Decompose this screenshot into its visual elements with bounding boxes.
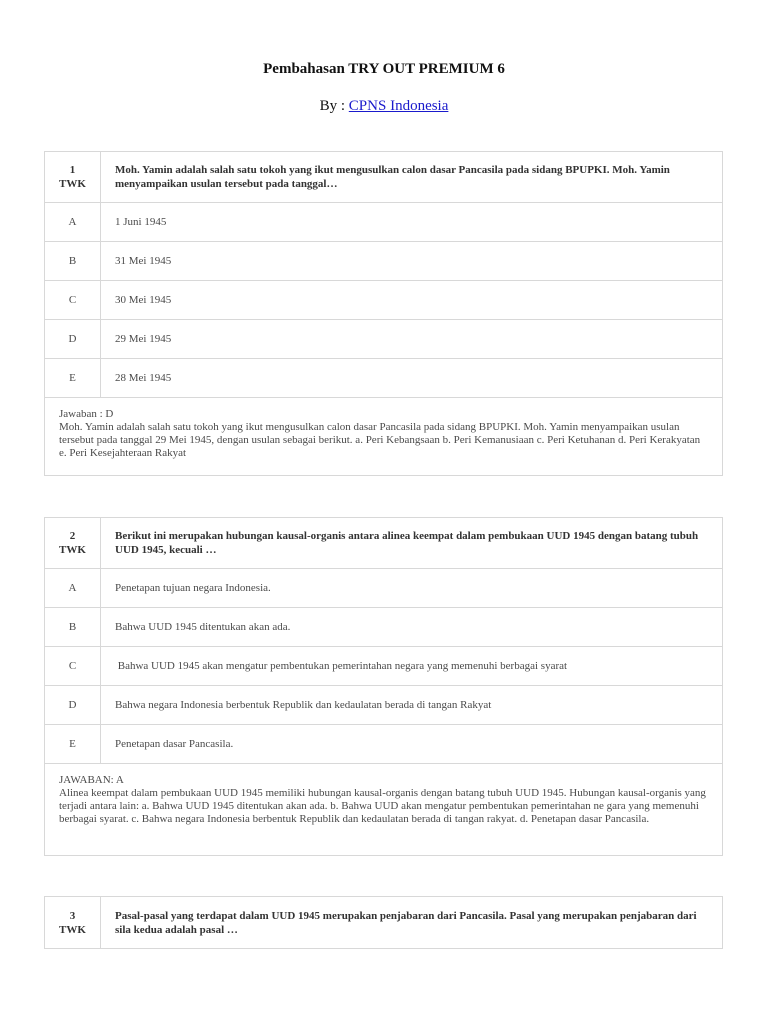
option-letter: E <box>45 725 101 763</box>
option-text: 28 Mei 1945 <box>115 372 172 384</box>
question-number: 3 <box>69 909 76 922</box>
question-card-2 <box>44 517 723 856</box>
option-row[interactable] <box>45 320 722 359</box>
option-letter: C <box>45 281 101 319</box>
option-row[interactable] <box>45 359 722 398</box>
question-text: Pasal-pasal yang terdapat dalam UUD 1945 merupakan penjabaran dari Pancasila. Pasal yang merupakan penjabaran dari sila kedua adalah pasal … <box>115 909 697 936</box>
option-text: Bahwa negara Indonesia berbentuk Republik dan kedaulatan berada di tangan Rakyat <box>115 699 492 711</box>
option-text: 30 Mei 1945 <box>115 294 172 306</box>
question-number-cell <box>45 897 101 948</box>
question-category: TWK <box>59 544 86 556</box>
option-letter: B <box>45 608 101 646</box>
answer-explanation-block <box>45 398 722 475</box>
byline <box>0 98 768 115</box>
option-text: Bahwa UUD 1945 ditentukan akan ada. <box>115 621 291 633</box>
question-category: TWK <box>59 923 86 936</box>
answer-explanation: Alinea keempat dalam pembukaan UUD 1945 memiliki hubungan kausal-organis dengan batang tubuh UUD 1945. Hubungan kausal-organis yang terjadi antara lain: a. Bahwa UUD 1945 ditentukan akan ada. b. Bahwa UUD akan mengatur pembentukan pemerintahan ne gara yang memenuhi berbagai syarat. c. Bahwa negara Indonesia berbentuk Republik dan kedaulatan berada di tangan rakyat. d. Penetapan dasar Pancasila. <box>59 787 706 825</box>
option-text: 31 Mei 1945 <box>115 255 172 267</box>
option-text: 29 Mei 1945 <box>115 333 172 345</box>
question-text: Moh. Yamin adalah salah satu tokoh yang ikut mengusulkan calon dasar Pancasila pada sidang BPUPKI. Moh. Yamin menyampaikan usulan tersebut pada tanggal… <box>115 164 670 190</box>
option-row[interactable] <box>45 647 722 686</box>
question-number-cell <box>45 152 101 202</box>
question-number: 2 <box>69 530 76 542</box>
question-card-3 <box>44 896 723 949</box>
byline-prefix: By : <box>319 98 349 114</box>
question-number: 1 <box>69 164 76 176</box>
answer-key: JAWABAN: A <box>59 774 124 786</box>
question-card-1 <box>44 151 723 476</box>
option-letter: D <box>45 320 101 358</box>
question-category: TWK <box>59 178 86 190</box>
option-letter: C <box>45 647 101 685</box>
option-letter: B <box>45 242 101 280</box>
option-text: Penetapan dasar Pancasila. <box>115 738 234 750</box>
answer-key: Jawaban : D <box>59 408 114 420</box>
answer-explanation: Moh. Yamin adalah salah satu tokoh yang ikut mengusulkan calon dasar Pancasila pada sidang BPUPKI. Moh. Yamin menyampaikan usulan tersebut pada tanggal 29 Mei 1945, dengan usulan sebagai berikut. a. Peri Kebangsaan b. Peri Kemanusiaan c. Peri Ketuhanan d. Peri Kerakyatan e. Peri Kesejahteraan Rakyat <box>59 421 701 459</box>
option-row[interactable] <box>45 569 722 608</box>
option-row[interactable] <box>45 686 722 725</box>
question-text: Berikut ini merupakan hubungan kausal-organis antara alinea keempat dalam pembukaan UUD 1945 dengan batang tubuh UUD 1945, kecuali … <box>115 530 699 556</box>
answer-row <box>45 398 722 475</box>
question-number-cell <box>45 518 101 568</box>
option-letter: E <box>45 359 101 397</box>
option-letter: A <box>45 569 101 607</box>
option-row[interactable] <box>45 608 722 647</box>
option-text: 1 Juni 1945 <box>115 216 167 228</box>
question-header <box>45 518 722 569</box>
answer-explanation-block <box>45 764 722 855</box>
answer-row <box>45 764 722 855</box>
option-row[interactable] <box>45 725 722 764</box>
option-letter: D <box>45 686 101 724</box>
question-header <box>45 897 722 948</box>
option-text: Penetapan tujuan negara Indonesia. <box>115 582 271 594</box>
option-row[interactable] <box>45 242 722 281</box>
question-header <box>45 152 722 203</box>
option-row[interactable] <box>45 203 722 242</box>
page-title: Pembahasan TRY OUT PREMIUM 6 <box>263 61 505 77</box>
option-row[interactable] <box>45 281 722 320</box>
option-text: Bahwa UUD 1945 akan mengatur pembentukan pemerintahan negara yang memenuhi berbagai syarat <box>115 660 568 672</box>
option-letter: A <box>45 203 101 241</box>
author-link[interactable]: CPNS Indonesia <box>348 98 449 114</box>
